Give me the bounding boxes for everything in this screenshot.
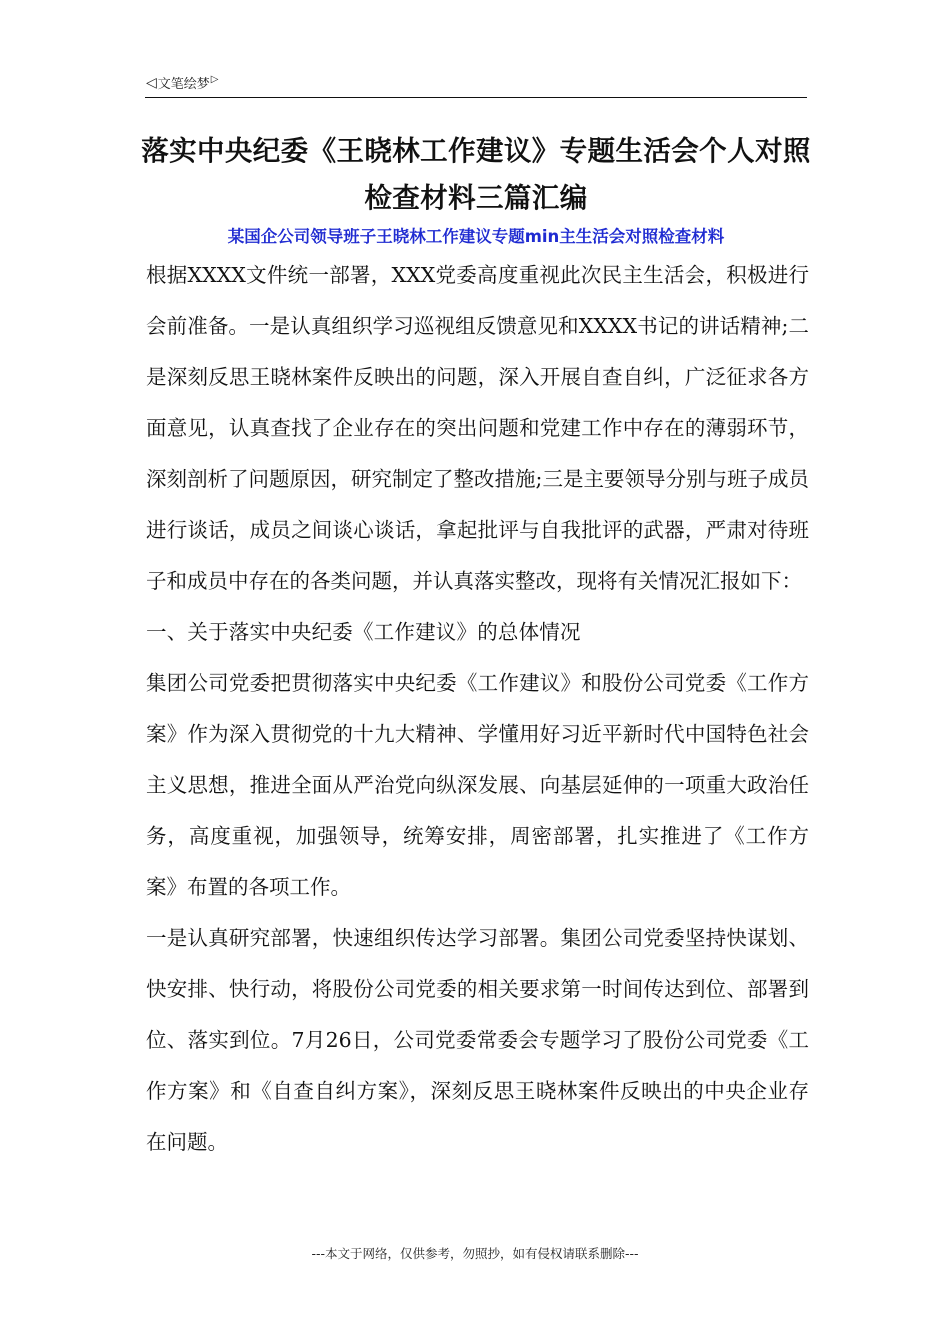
header-rule — [145, 97, 807, 98]
left-triangle-icon: ◁ — [146, 74, 157, 91]
page-footer: ---本文于网络，仅供参考，勿照抄，如有侵权请联系删除--- — [311, 1246, 639, 1261]
section-heading: 一、关于落实中央纪委《工作建议》的总体情况 — [146, 620, 581, 644]
paragraph-overview: 集团公司党委把贯彻落实中央纪委《工作建议》和股份公司党委《工作方案》作为深入贯彻党的十九大精神、学懂用好习近平新时代中国特色社会主义思想，推进全面从严治党向纵深发展、向基层延伸的一项重大政治任务，高度重视，加强领导，统筹安排，周密部署，扎实推进了《工作方案》布置的各项工作。 — [146, 671, 809, 899]
page-header — [146, 73, 219, 92]
header-text: 文笔绘梦 — [157, 77, 210, 92]
document-title: 落实中央纪委《王晓林工作建议》专题生活会个人对照检查材料三篇汇编 — [141, 135, 811, 214]
right-triangle-icon: ▷ — [210, 74, 219, 85]
document-subtitle: 某国企公司领导班子王晓林工作建议专题min主生活会对照检查材料 — [227, 227, 725, 246]
document-body — [146, 250, 809, 1168]
paragraph-intro: 根据XXXX文件统一部署，XXX党委高度重视此次民主生活会，积极进行会前准备。一是认真组织学习巡视组反馈意见和XXXX书记的讲话精神;二是深刻反思王晓林案件反映出的问题，深入开展自查自纠，广泛征求各方面意见，认真查找了企业存在的突出问题和党建工作中存在的薄弱环节，深刻剖析了问题原因，研究制定了整改措施;三是主要领导分别与班子成员进行谈话，成员之间谈心谈话，拿起批评与自我批评的武器，严肃对待班子和成员中存在的各类问题，并认真落实整改，现将有关情况汇报如下： — [146, 263, 809, 593]
paragraph-point-one: 一是认真研究部署，快速组织传达学习部署。集团公司党委坚持快谋划、快安排、快行动，将股份公司党委的相关要求第一时间传达到位、部署到位、落实到位。7月26日，公司党委常委会专题学习了股份公司党委《工作方案》和《自查自纠方案》，深刻反思王晓林案件反映出的中央企业存在问题。 — [146, 926, 809, 1154]
